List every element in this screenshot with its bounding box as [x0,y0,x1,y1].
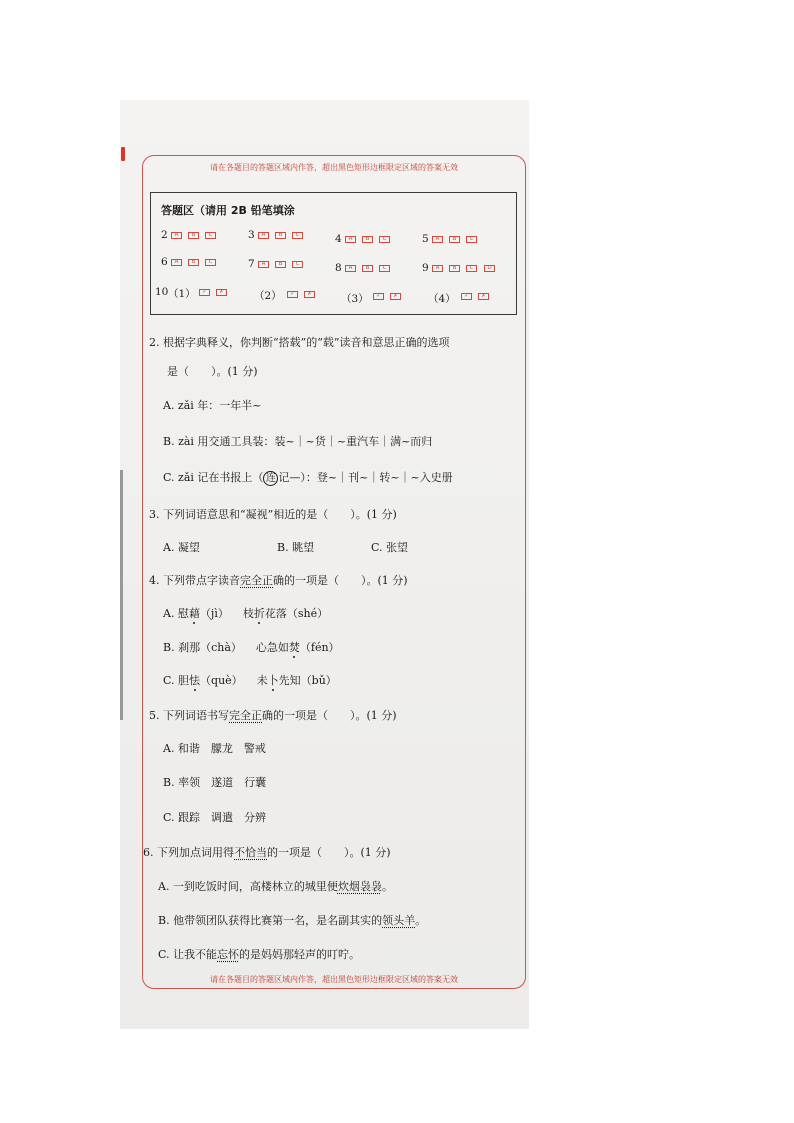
q5-stem-post: 确的一项是（ ）。(1 分) [262,709,397,722]
q6-b-dotted-word: 领头羊 [382,914,416,927]
q6-stem [143,844,391,860]
q2-option-b: B. zài 用交通工具装：装~｜~货｜~重汽车｜满~而归 [163,435,433,448]
bubble-option[interactable]: C [466,265,477,272]
q4-stem-pre: 4. 下列带点字读音 [149,574,240,587]
q6-option-c [158,946,360,962]
q4-a-dotted-char: 藉 [188,607,200,620]
tf-label: （3） [341,293,369,305]
check-bubble[interactable]: ✓ [373,293,384,300]
bubble-option[interactable]: B [449,236,460,243]
bubble-option[interactable]: A [258,261,269,268]
q10-number: 10 [155,286,169,298]
q4-b-text: B. 刹那（chà） [163,641,242,654]
bubble-option[interactable]: B [275,232,286,239]
q4-a-text: A. 慰 [163,607,189,620]
q4-b-text2: 心急如 [255,641,289,654]
mc-number: 3 [248,229,255,241]
q6-a-dotted-word: 炊烟袅袅 [337,880,382,893]
bubble-option[interactable]: A [432,265,443,272]
answer-sheet-title: 答题区（请用 2B 铅笔填涂 [161,204,295,217]
q6-c-dotted-word: 忘怀 [217,948,240,961]
q4-option-c [163,672,337,688]
q6-stem-emphasis: 不恰当 [234,846,267,859]
mc-number: 4 [335,233,342,245]
q2-option-c-pre: C. zǎi 记在书报上（ [163,471,264,484]
mc-number: 6 [161,256,168,268]
bubble-option[interactable]: A [345,236,356,243]
mc-number: 9 [422,262,429,274]
cross-bubble[interactable]: ✗ [478,293,489,300]
q5-option-a: A. 和谐 朦龙 警戒 [163,742,266,755]
bubble-option[interactable]: B [275,261,286,268]
q6-a-text: A. 一到吃饭时间，高楼林立的城里便 [158,880,338,893]
bubble-option[interactable]: A [171,259,182,266]
q6-b-text: B. 他带领团队获得比赛第一名，是名副其实的 [158,914,383,927]
bubble-option[interactable]: D [484,265,495,272]
q5-stem-pre: 5. 下列词语书写 [149,709,229,722]
q4-c-pinyin2: 先知（bǔ） [278,674,337,687]
bubble-option[interactable]: C [292,261,303,268]
q5-option-b: B. 率领 遂道 行囊 [163,776,267,789]
q4-stem [149,572,408,588]
q3-option-b: B. 眺望 [277,541,315,554]
bubble-option[interactable]: C [205,259,216,266]
page-edge-mark [121,147,125,161]
q3-stem: 3. 下列词语意思和“凝视”相近的是（ ）。(1 分) [149,508,397,521]
bubble-option[interactable]: C [379,236,390,243]
q5-option-c: C. 跟踪 调遣 分辨 [163,811,267,824]
cross-bubble[interactable]: ✗ [304,291,315,298]
mc-number: 8 [335,262,342,274]
q2-stem-line2: 是（ ）。(1 分) [167,365,258,378]
bubble-option[interactable]: B [362,265,373,272]
q4-option-a [163,605,328,621]
q4-a-pinyin: （jì） [199,607,229,620]
q4-b-dotted-char: 焚 [288,641,300,654]
q2-option-c-post: 记—）：登~｜刊~｜转~｜~入史册 [278,471,453,484]
q4-c-text2: 未 [256,674,268,687]
bubble-option[interactable]: B [362,236,373,243]
bubble-option[interactable]: C [466,236,477,243]
q6-stem-pre: 6. 下列加点词用得 [143,846,234,859]
bubble-option[interactable]: C [379,265,390,272]
check-bubble[interactable]: ✓ [199,289,210,296]
q6-a-end: 。 [381,880,393,893]
bubble-option[interactable]: A [432,236,443,243]
q6-option-a [158,878,393,894]
q4-a-text2: 枝 [242,607,254,620]
top-warning: 请在各题目的答题区域内作答，超出黑色矩形边框限定区域的答案无效 [210,163,458,172]
bubble-option[interactable]: A [345,265,356,272]
bottom-warning: 请在各题目的答题区域内作答，超出黑色矩形边框限定区域的答案无效 [210,975,458,984]
q4-c-text: C. 胆 [163,674,190,687]
cross-bubble[interactable]: ✗ [216,289,227,296]
q4-stem-emphasis: 完全正 [240,574,273,587]
bubble-option[interactable]: A [258,232,269,239]
mc-number: 7 [248,258,255,270]
q4-stem-post: 确的一项是（ ）。(1 分) [273,574,408,587]
bubble-option[interactable]: B [449,265,460,272]
check-bubble[interactable]: ✓ [461,293,472,300]
q3-option-a: A. 凝望 [163,541,200,554]
q2-option-c [163,469,453,486]
q4-a-dotted-char2: 折 [253,607,265,620]
q6-c-end: 的是妈妈那轻声的叮咛。 [239,948,361,961]
page-edge-shadow [120,470,123,720]
cross-bubble[interactable]: ✗ [390,293,401,300]
tf-label: （4） [428,293,456,305]
bubble-option[interactable]: A [171,232,182,239]
bubble-option[interactable]: B [188,232,199,239]
q4-c-pinyin: （què） [200,674,243,687]
q2-option-a: A. zǎi 年：一年半~ [163,399,262,412]
q5-stem [149,707,397,723]
q6-stem-post: 的一项是（ ）。(1 分) [267,846,391,859]
q4-c-dotted-char2: 卜 [267,674,279,687]
q6-b-end: 。 [415,914,427,927]
bubble-option[interactable]: C [205,232,216,239]
bubble-option[interactable]: C [292,232,303,239]
q2-stem-line1: 2. 根据字典释义，你判断“搭载”的“载”读音和意思正确的选项 [149,336,450,349]
q4-option-b [163,639,340,655]
tf-label: （1） [168,288,196,300]
q4-a-pinyin2: 花落（shé） [264,607,329,620]
q4-c-dotted-char: 怯 [189,674,201,687]
check-bubble[interactable]: ✓ [287,291,298,298]
q4-b-pinyin: （fén） [299,641,340,654]
q3-option-c: C. 张望 [371,541,409,554]
mc-number: 2 [161,229,168,241]
tf-label: （2） [254,290,282,302]
bubble-option[interactable]: B [188,259,199,266]
mc-number: 5 [422,233,429,245]
q6-c-text: C. 让我不能 [158,948,218,961]
q2-circled-char: 连 [263,471,278,486]
q6-option-b [158,912,426,928]
q5-stem-emphasis: 完全正 [229,709,262,722]
